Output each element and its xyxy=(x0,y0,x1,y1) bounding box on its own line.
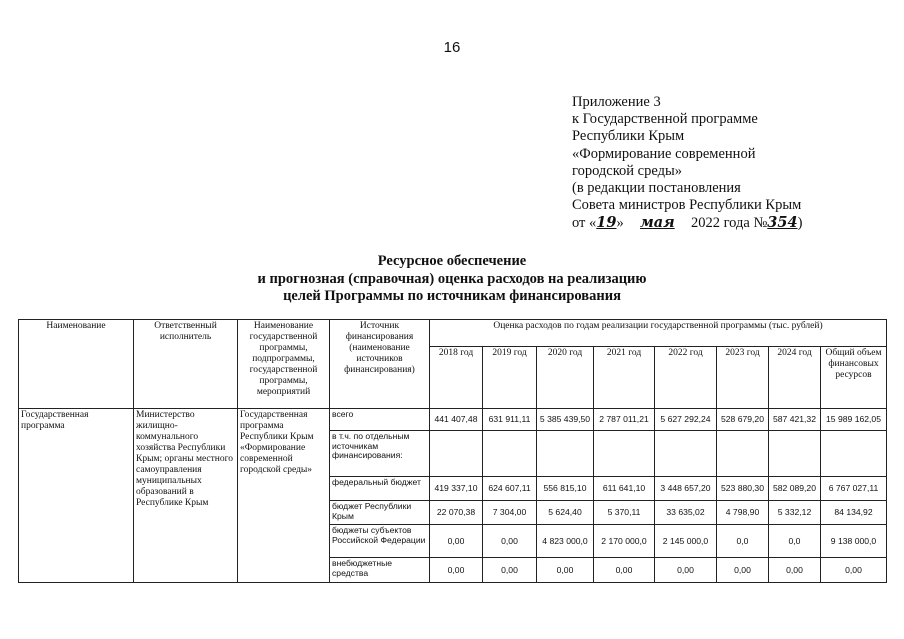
cell-value: 0,00 xyxy=(717,558,769,583)
title-line: целей Программы по источникам финансирования xyxy=(283,288,621,304)
cell-source: внебюджетные средства xyxy=(330,558,430,583)
cell-value: 5 627 292,24 xyxy=(655,409,717,431)
appendix-line: городской среды» xyxy=(572,162,682,179)
cell-value: 2 787 011,21 xyxy=(594,409,655,431)
header-year: 2018 год xyxy=(430,347,483,409)
appendix-line: Приложение 3 xyxy=(572,94,661,110)
appendix-line: Республики Крым xyxy=(572,128,685,145)
header-executor: Ответственный исполнитель xyxy=(134,320,238,409)
cell-value: 5 370,11 xyxy=(594,501,655,525)
table-row xyxy=(19,409,887,431)
cell-source: бюджеты субъектов Российской Федерации xyxy=(330,525,430,558)
cell-value: 5 385 439,50 xyxy=(537,409,594,431)
cell-value: 587 421,32 xyxy=(769,409,821,431)
cell-value: 0,00 xyxy=(821,558,887,583)
cell-value: 523 880,30 xyxy=(717,477,769,501)
header-year: 2020 год xyxy=(537,347,594,409)
cell-value: 528 679,20 xyxy=(717,409,769,431)
cell-value: 0,00 xyxy=(537,558,594,583)
cell-value: 0,00 xyxy=(483,525,537,558)
cell-value xyxy=(655,431,717,477)
cell-value xyxy=(821,431,887,477)
page-number: 16 xyxy=(443,39,461,56)
cell-value xyxy=(537,431,594,477)
cell-value: 5 624,40 xyxy=(537,501,594,525)
header-name: Наименование xyxy=(19,320,134,409)
header-year: 2023 год xyxy=(717,347,769,409)
header-year: 2024 год xyxy=(769,347,821,409)
cell-value: 0,00 xyxy=(483,558,537,583)
title-line: и прогнозная (справочная) оценка расходов на реализацию xyxy=(257,270,647,287)
cell-value xyxy=(717,431,769,477)
cell-value: 7 304,00 xyxy=(483,501,537,525)
title-line: Ресурсное обеспечение xyxy=(377,253,527,269)
cell-value: 0,00 xyxy=(655,558,717,583)
date-close: ) xyxy=(797,215,803,232)
cell-value: 631 911,11 xyxy=(483,409,537,431)
cell-value xyxy=(430,431,483,477)
cell-value xyxy=(769,431,821,477)
cell-value: 2 145 000,0 xyxy=(655,525,717,558)
header-year: 2021 год xyxy=(594,347,655,409)
cell-value: 0,00 xyxy=(430,525,483,558)
cell-name: Государственная программа xyxy=(19,409,134,583)
cell-program: Государственная программа Республики Крым «Формирование современной городской среды» xyxy=(238,409,330,583)
appendix-block xyxy=(572,94,892,233)
header-year: 2019 год xyxy=(483,347,537,409)
appendix-line: к Государственной программе xyxy=(572,111,758,128)
document-title xyxy=(0,253,904,306)
cell-value: 4 798,90 xyxy=(717,501,769,525)
cell-value: 9 138 000,0 xyxy=(821,525,887,558)
cell-executor: Министерство жилищно-коммунального хозяйства Республики Крым; органы местного самоуправления муниципальных образований в Республике Крым xyxy=(134,409,238,583)
cell-value: 84 134,92 xyxy=(821,501,887,525)
cell-value: 3 448 657,20 xyxy=(655,477,717,501)
cell-value: 0,00 xyxy=(594,558,655,583)
appendix-line: «Формирование современной xyxy=(572,145,756,162)
appendix-line: (в редакции постановления xyxy=(572,180,741,197)
cell-value xyxy=(594,431,655,477)
cell-value: 5 332,12 xyxy=(769,501,821,525)
cell-value: 582 089,20 xyxy=(769,477,821,501)
resources-table xyxy=(18,319,887,583)
cell-value: 0,00 xyxy=(769,558,821,583)
cell-source: федеральный бюджет xyxy=(330,477,430,501)
date-mid: » xyxy=(616,215,624,232)
appendix-line: Совета министров Республики Крым xyxy=(572,197,802,214)
date-month: мая xyxy=(639,214,675,232)
header-program-name: Наименование государственной программы, подпрограммы, государственной программы, мероприятий xyxy=(238,320,330,409)
cell-value: 4 823 000,0 xyxy=(537,525,594,558)
cell-value: 22 070,38 xyxy=(430,501,483,525)
header-year: 2022 год xyxy=(655,347,717,409)
cell-value: 0,0 xyxy=(769,525,821,558)
cell-value: 441 407,48 xyxy=(430,409,483,431)
date-day: 19 xyxy=(596,214,617,232)
cell-source: в т.ч. по отдельным источникам финансирования: xyxy=(330,431,430,477)
date-prefix: от « xyxy=(572,215,597,232)
cell-value: 419 337,10 xyxy=(430,477,483,501)
cell-value: 624 607,11 xyxy=(483,477,537,501)
decree-number: 354 xyxy=(767,214,798,232)
cell-value: 0,0 xyxy=(717,525,769,558)
cell-source: бюджет Республики Крым xyxy=(330,501,430,525)
cell-value: 15 989 162,05 xyxy=(821,409,887,431)
cell-value: 2 170 000,0 xyxy=(594,525,655,558)
header-source: Источник финансирования (наименование источников финансирования) xyxy=(330,320,430,409)
cell-value: 0,00 xyxy=(430,558,483,583)
header-estimate: Оценка расходов по годам реализации государственной программы (тыс. рублей) xyxy=(430,320,887,347)
cell-value xyxy=(483,431,537,477)
cell-value: 556 815,10 xyxy=(537,477,594,501)
table-header-row xyxy=(19,320,887,347)
cell-value: 33 635,02 xyxy=(655,501,717,525)
cell-value: 611 641,10 xyxy=(594,477,655,501)
cell-value: 6 767 027,11 xyxy=(821,477,887,501)
appendix-date-line xyxy=(572,214,892,232)
header-total: Общий объем финансовых ресурсов xyxy=(821,347,887,409)
cell-source: всего xyxy=(330,409,430,431)
date-year: 2022 года № xyxy=(690,215,768,232)
